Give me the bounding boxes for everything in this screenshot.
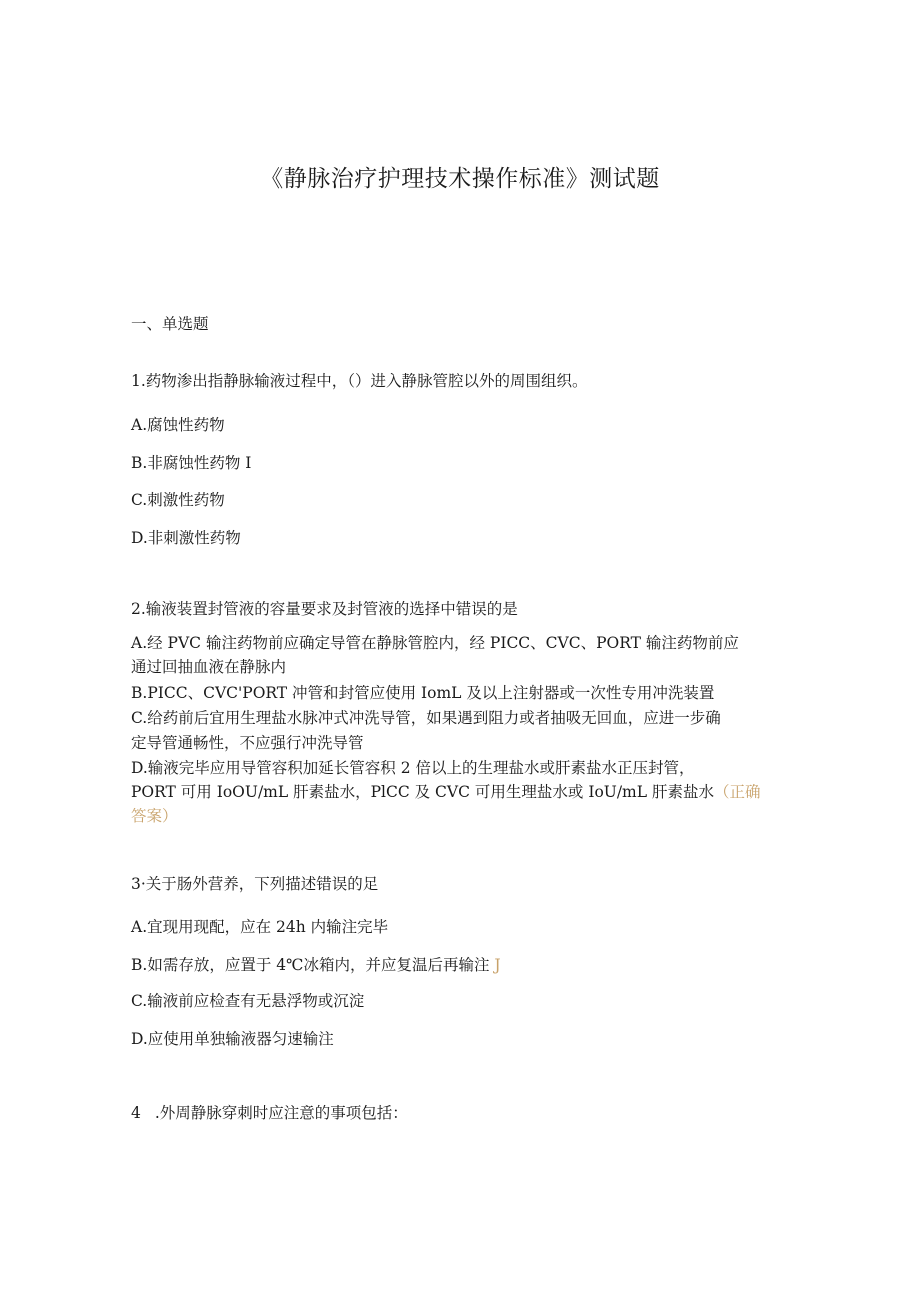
question-2-option-c-line2: 定导管通畅性，不应强行冲洗导管 — [131, 734, 364, 752]
question-4-number: 4 — [131, 1104, 141, 1122]
question-2-answer-note-start: （正确 — [713, 783, 761, 801]
question-3-option-d: D.应使用单独输液器匀速输注 — [131, 1030, 334, 1048]
question-3-option-b-text: B.如需存放，应置于 4℃冰箱内，并应复温后再输注 — [131, 956, 490, 974]
question-1-option-b-text: B.非腐蚀性药物 — [131, 454, 241, 472]
question-3-option-a: A.宜现用现配，应在 24h 内输注完毕 — [131, 918, 389, 936]
question-2-option-d-line1: D.输液完毕应用导管容积加延长管容积 2 倍以上的生理盐水或肝素盐水正压封管， — [131, 759, 695, 777]
question-3-option-b — [131, 955, 501, 975]
question-1-option-d: D.非刺激性药物 — [131, 529, 241, 547]
question-3-option-b-mark: J — [494, 956, 501, 974]
question-3-option-c: C.输液前应检查有无悬浮物或沉淀 — [131, 992, 365, 1010]
question-1-stem: 1.药物渗出指静脉输液过程中，（）进入静脉管腔以外的周围组织。 — [131, 372, 588, 390]
question-2-option-d-line2-text: PORT 可用 IoOU/mL 肝素盐水，PlCC 及 CVC 可用生理盐水或 IoU/mL 肝素盐水 — [131, 783, 714, 801]
question-2-option-a-line1: A.经 PVC 输注药物前应确定导管在静脉管腔内，经 PICC、CVC、PORT 输注药物前应 — [131, 634, 739, 652]
question-4-text: .外周静脉穿刺时应注意的事项包括： — [154, 1104, 408, 1122]
question-2-option-d-line2 — [131, 782, 761, 802]
question-1-option-b — [131, 453, 251, 473]
document-title: 《静脉治疗护理技术操作标准》测试题 — [260, 166, 660, 192]
question-1-option-c: C.刺激性药物 — [131, 491, 225, 509]
question-2-answer-note-end: 答案） — [131, 807, 178, 825]
section-heading: 一、单选题 — [131, 315, 209, 333]
question-4-stem — [131, 1103, 408, 1123]
question-1-option-b-mark: I — [245, 454, 252, 472]
question-2-option-c-line1: C.给药前后宜用生理盐水脉冲式冲洗导管，如果遇到阻力或者抽吸无回血，应进一步确 — [131, 709, 721, 727]
question-2-option-b: B.PICC、CVC'PORT 冲管和封管应使用 IomL 及以上注射器或一次性专用冲洗装置 — [131, 684, 715, 702]
question-2-option-a-line2: 通过回抽血液在静脉内 — [131, 658, 287, 676]
question-3-stem: 3·关于肠外营养，下列描述错误的足 — [131, 875, 379, 893]
question-2-stem: 2.输液装置封管液的容量要求及封管液的选择中错误的是 — [131, 600, 518, 618]
question-1-option-a: A.腐蚀性药物 — [131, 416, 225, 434]
